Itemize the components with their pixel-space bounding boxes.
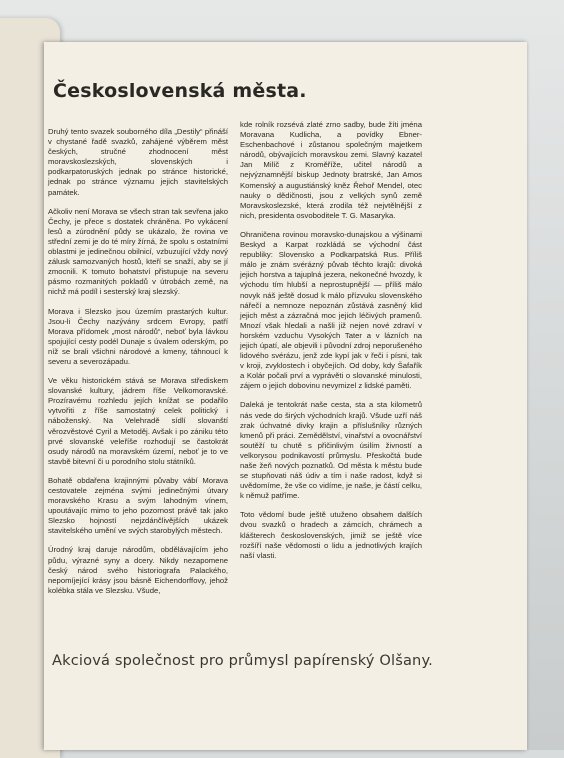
left-text-column [48, 127, 228, 605]
paragraph: Morava i Slezsko jsou územím prastarých kultur. Jsou-li Čechy nazývány srdcem Evropy, patří Morava přídomek „most národů“, neboť byla lávkou spojující cesty podél Dunaje s úvalem oderským, po níž se brali všichni národové a kmeny, táhnoucí k severu a severozápadu. [48, 306, 228, 366]
paragraph: Toto vědomí bude ještě utuženo obsahem dalších dvou svazků o hradech a zámcích, chrámech a klášterech československých, jimiž se ještě více rozšíří naše vědomosti o lidu a jednotlivých krajích naší vlasti. [240, 510, 422, 560]
publisher-footer: Akciová společnost pro průmysl papírenský Olšany. [52, 652, 433, 669]
paragraph: Ačkoliv není Morava se všech stran tak sevřena jako Čechy, je přece s dostatek chráněna. Po vykácení lesů a zúrodnění půdy se ukázalo, že rovina ve střední zemi je do té míry žírná, že spolu s ostatními oblastmi je jedinečnou obilnicí, vzbuzující vždy nový zálusk samozvaných hostů, kteří se snaží, aby se jí zmocnili. K tomuto bohatství přistupuje na severu pásmo rozmanitých pokladů v útrobách země, na nichž má podíl i sesterský kraj slezský. [48, 206, 228, 297]
paragraph: Ohraničena rovinou moravsko-dunajskou a výšinami Beskyd a Karpat rozkládá se východní část republiky: Slovensko a Podkarpatská Rus. Příliš málo je znám svérázný půvab těchto krajů: divoká jejich horstva a tajuplná jezera, nekonečné hvozdy, k východu tím hlubší a neprostupnější — příliš málo novyk náš ještě dosud k málo přízvuku slovenského nářečí a nemnoze nepoznán zůstává zasněný klid jejich měst a zázračná moc jejich léčivých pramenů. Mnozí však hledali a našli již nejen nové zdraví v horském vzduchu Vysokých Tater a v lázních na jejich úpatí, ale objevili i původní zdroj neporušeného lidového svérázu, jenž zde kypí jak v řeči i písni, tak v kroji, zvyklostech i obyčejích. Od doby, kdy Šafařík a Kolár počali prví a vyprávěti o slovanské minulosti, zájem o jejich dobovinu nevymizel z lidské paměti. [240, 229, 422, 391]
right-text-column [240, 120, 422, 570]
paragraph: Ve věku historickém stává se Morava střediskem slovanské kultury, jádrem říše Velkomoravské. Prozíravému rozhledu jejích knížat se podařilo vytvořiti z říše samostatný celek politický i náboženský. Na Velehradě sídlí slovanští věrozvěstové Cyril a Metoděj. Avšak i po zániku této prvé slovanské veleříše rozhodují se častokrát osudy národů na moravském území, neboť je to ve stavbě bitevní či u porodního stolu státníků. [48, 376, 228, 466]
paragraph: Bohatě obdařena krajinnými půvaby vábí Morava cestovatele zejména svými jedinečnými útvary moravského Krasu a svým lahodným vínem, upoutávajíc mimo to jeho pozornost právě tak jako Slezsko hojností nejzdánčlivějších ukázek stavitelského umění ve svých starobylých městech. [48, 475, 228, 536]
page-title: Československá města. [53, 80, 307, 102]
paragraph: Úrodný kraj daruje národům, obdělávajícím jeho půdu, výrazné syny a dcery. Nikdy nezapomene český národ svého historiografa Palackého, nepomíjející krásy jsou básně Eichendorffovy, jehož kolébka stála ve Slezsku. Všude, [48, 545, 228, 595]
paragraph: Daleká je tentokrát naše cesta, sta a sta kilometrů nás vede do širých východních krajů. Všude uzří náš zrak úchvatné divky krajin a příslušníky různých kmenů při práci. Zemědělství, vinařství a ovocnářství soutěží tu chutě s přičinlivým úsilím živností a velkorysou podnikavostí průmyslu. Přeskočtá bude naše žeň nových poznatků. Od města k městu bude se stupňovati náš údiv a tím i naše radost, když si uvědomíme, že vše co vidíme, je naše, je částí celku, k němuž patříme. [240, 400, 422, 501]
paragraph: kde rolník rozsévá zlaté zrno sadby, bude žíti jména Moravana Kudlicha, a povídky Ebner-Eschenbachové i zůstanou společným majetkem národů, obývajících moravskou zemi. Slavný kazatel Jan Milíč z Kroměříže, učitel národů a nejvýznamnější biskup Jednoty bratrské, Jan Amos Komenský a augustiánský kněz Řehoř Mendel, otec nauky o dědičnosti, jsou z velkých synů země Moravskoslezské, která zrodila též nejvtělnější z nich, presidenta osvoboditele T. G. Masaryka. [240, 120, 422, 220]
paragraph: Druhý tento svazek souborného díla „Destily“ přináší v chystané řadě svazků, zahájené výběrem měst českých, stručné zhodnocení měst moravskoslezských, slovenských i podkarpatoruských jednak po stránce historické, jednak po stránce významu jejich stavitelských památek. [48, 127, 228, 197]
